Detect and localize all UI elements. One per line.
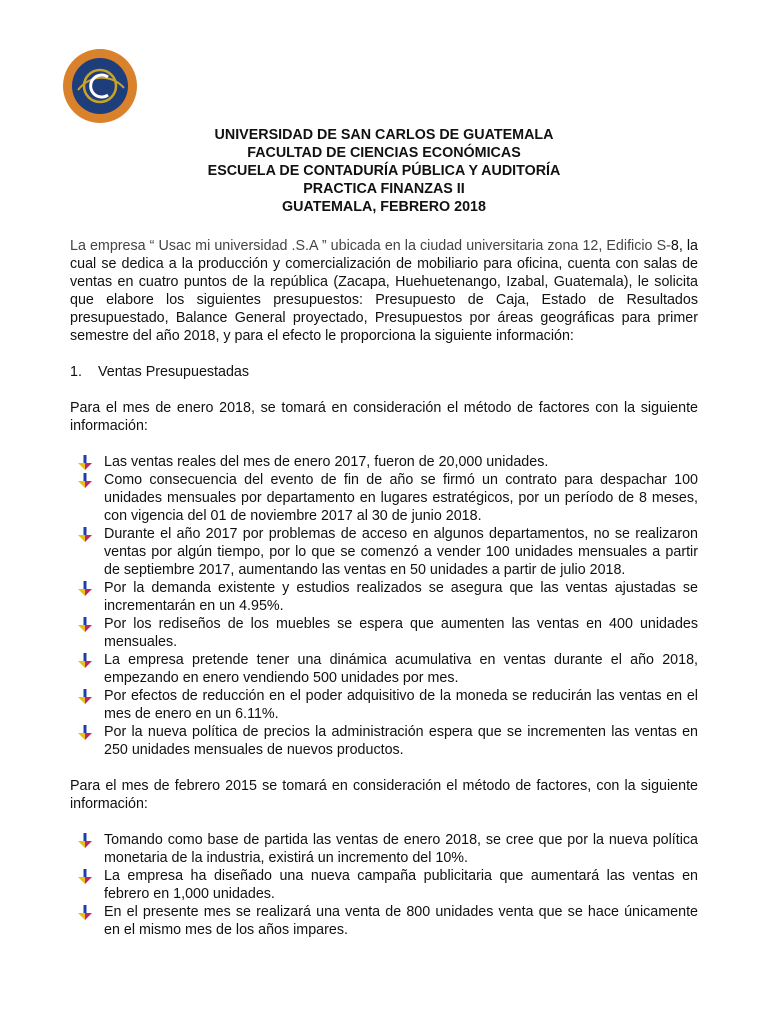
intro-lead: La empresa “ Usac mi universidad .S.A ” ubicada en la ciudad universitaria zona 12, Edificio S- — [70, 238, 671, 254]
down-arrow-bullet-icon — [77, 653, 93, 669]
down-arrow-bullet-icon — [77, 455, 93, 471]
list-item-text: Por efectos de reducción en el poder adquisitivo de la moneda se reducirán las ventas en el mes de enero en un 6.11%. — [104, 688, 698, 722]
list-item-text: Por los rediseños de los muebles se espera que aumenten las ventas en 400 unidades mensuales. — [104, 616, 698, 650]
down-arrow-bullet-icon — [77, 833, 93, 849]
list-item-text: Por la nueva política de precios la administración espera que se incrementen las ventas en 250 unidades mensuales de nuevos productos. — [104, 724, 698, 758]
down-arrow-bullet-icon — [77, 869, 93, 885]
list-item — [70, 903, 698, 939]
down-arrow-bullet-icon — [77, 581, 93, 597]
down-arrow-bullet-icon — [77, 617, 93, 633]
list-item — [70, 687, 698, 723]
down-arrow-bullet-icon — [77, 527, 93, 543]
list-item-text: Tomando como base de partida las ventas de enero 2018, se cree que por la nueva política monetaria de la industria, existirá un incremento del 10%. — [104, 832, 698, 866]
header-course: PRACTICA FINANZAS II — [303, 181, 465, 197]
list-item-text: Como consecuencia del evento de fin de año se firmó un contrato para despachar 100 unidades mensuales por departamento en lugares estratégicos, por un período de 8 meses, con vigencia del 01 de noviembre 2017 al 30 de junio 2018. — [104, 472, 698, 524]
down-arrow-bullet-icon — [77, 473, 93, 489]
list-item-text: En el presente mes se realizará una venta de 800 unidades venta que se hace únicamente en el mismo mes de los años impares. — [104, 904, 698, 938]
header-faculty: FACULTAD DE CIENCIAS ECONÓMICAS — [247, 145, 521, 161]
header-date: GUATEMALA, FEBRERO 2018 — [282, 199, 486, 215]
document-header — [70, 126, 698, 216]
intro-paragraph — [70, 237, 698, 345]
document-body — [70, 237, 698, 939]
list-item — [70, 831, 698, 867]
list-item-text: Por la demanda existente y estudios realizados se asegura que las ventas ajustadas se incrementarán en un 4.95%. — [104, 580, 698, 614]
intro-rest: 8, la cual se dedica a la producción y comercialización de mobiliario para oficina, cuenta con salas de ventas en cuatro puntos de la república (Zacapa, Huehuetenango, Izabal, Guatemala), le solicita que elabore los siguientes presupuestos: Presupuesto de Caja, Estado de Resultados presupuestado, Balance General proyectado, Presupuestos por áreas geográficas para primer semestre del año 2018, y para el efecto le proporciona la siguiente información: — [70, 238, 699, 344]
list-item-text: La empresa pretende tener una dinámica acumulativa en ventas durante el año 2018, empezando en enero vendiendo 500 unidades por mes. — [104, 652, 698, 686]
down-arrow-bullet-icon — [77, 905, 93, 921]
section-title: Ventas Presupuestadas — [98, 364, 250, 380]
section-heading — [70, 363, 698, 381]
header-university: UNIVERSIDAD DE SAN CARLOS DE GUATEMALA — [214, 127, 554, 143]
down-arrow-bullet-icon — [77, 689, 93, 705]
list-item-text: Las ventas reales del mes de enero 2017, fueron de 20,000 unidades. — [104, 454, 549, 470]
list-item — [70, 471, 698, 525]
list-item — [70, 615, 698, 651]
down-arrow-bullet-icon — [77, 725, 93, 741]
list-item-text: Durante el año 2017 por problemas de acceso en algunos departamentos, no se realizaron ventas por algún tiempo, por lo que se comenzó a vender 100 unidades mensuales a partir de septiembre 2017, aumentando las ventas en 50 unidades a partir de julio 2018. — [104, 526, 698, 578]
january-intro: Para el mes de enero 2018, se tomará en consideración el método de factores con la siguiente información: — [70, 400, 698, 434]
header-school: ESCUELA DE CONTADURÍA PÚBLICA Y AUDITORÍA — [207, 163, 561, 179]
february-bullet-list — [70, 831, 698, 939]
list-item — [70, 525, 698, 579]
january-bullet-list — [70, 453, 698, 759]
list-item — [70, 867, 698, 903]
list-item — [70, 651, 698, 687]
february-intro: Para el mes de febrero 2015 se tomará en consideración el método de factores, con la siguiente información: — [70, 778, 698, 812]
section-number: 1. — [70, 364, 82, 380]
list-item — [70, 453, 698, 471]
list-item — [70, 723, 698, 759]
list-item-text: La empresa ha diseñado una nueva campaña publicitaria que aumentará las ventas en febrero en 1,000 unidades. — [104, 868, 698, 902]
list-item — [70, 579, 698, 615]
university-seal-logo — [62, 48, 138, 124]
